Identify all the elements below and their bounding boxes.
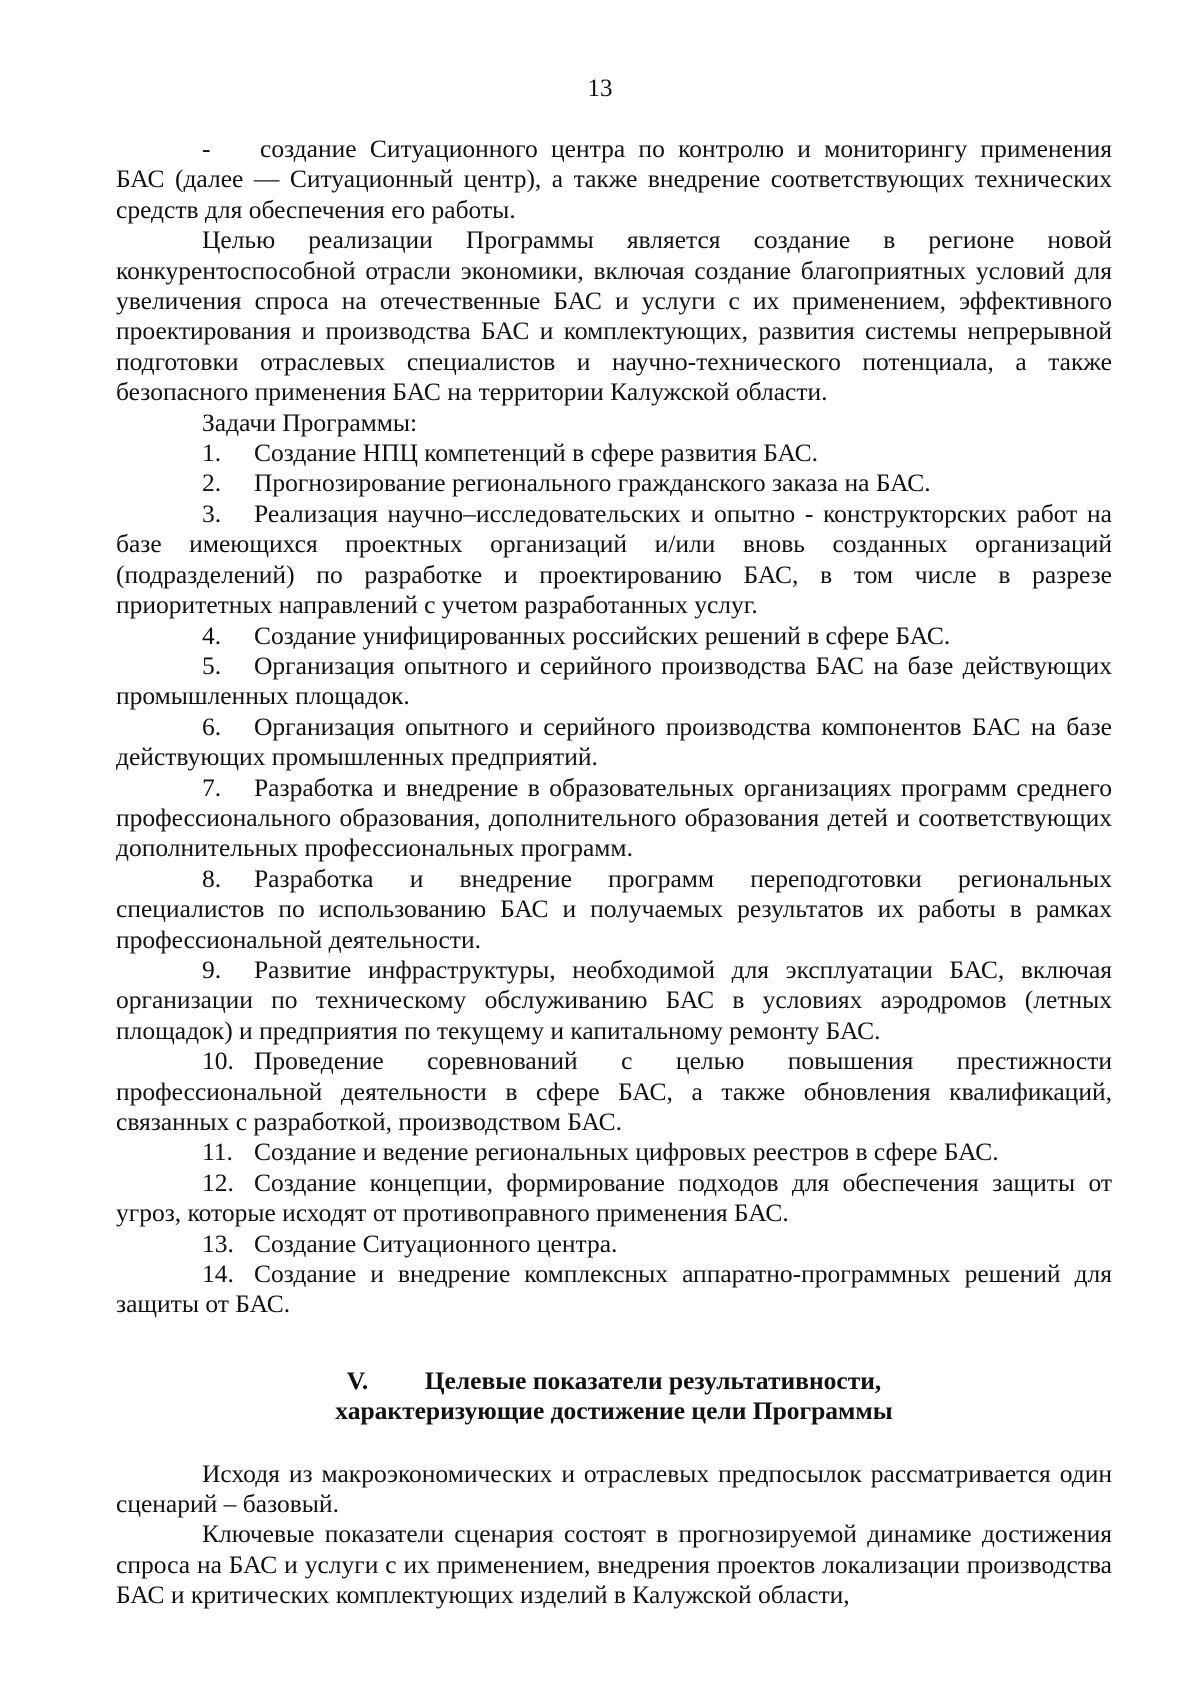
list-item-number: 8. (202, 863, 222, 893)
bullet-text: создание Ситуационного центра по контролю и мониторингу применения БАС (далее — Ситуационный центр), а также внедрение соответствующих технических средств для обеспечения его работы. (116, 134, 1112, 224)
list-item (116, 1168, 1112, 1229)
tasks-title: Задачи Программы: (202, 407, 418, 437)
list-item-number: 6. (202, 711, 222, 741)
list-item-text: Разработка и внедрение программ переподготовки региональных специалистов по использованию БАС и получаемых результатов их работы в рамках профессиональной деятельности. (116, 863, 1112, 954)
tasks-list (116, 438, 1112, 1320)
list-item-number: 12. (202, 1167, 234, 1197)
list-item-text: Создание концепции, формирование подходов для обеспечения защиты от угроз, которые исходят от противоправного применения БАС. (116, 1167, 1112, 1228)
page-number: 13 (587, 75, 613, 102)
section-title-line2: характеризующие достижение цели Программы (335, 1396, 893, 1426)
list-item (116, 712, 1112, 773)
list-item-text: Реализация научно–исследовательских и опытно - конструкторских работ на базе имеющихся проектных организаций и/или вновь созданных организаций (подразделений) по разработке и проектированию БАС, в том числе в разрезе приоритетных направлений с учетом разработанных услуг. (116, 498, 1112, 620)
bullet-marker: - (202, 134, 211, 163)
list-item-text: Разработка и внедрение в образовательных организациях программ среднего профессионального образования, дополнительного образования детей и соответствующих дополнительных профессиональных программ. (116, 772, 1112, 863)
list-item-text: Создание и ведение региональных цифровых реестров в сфере БАС. (254, 1137, 999, 1167)
list-item-number: 10. (202, 1046, 234, 1076)
list-item-text: Развитие инфраструктуры, необходимой для эксплуатации БАС, включая организации по техническому обслуживанию БАС в условиях аэродромов (летных площадок) и предприятия по текущему и капитальному ремонту БАС. (116, 954, 1112, 1045)
scenario-paragraph: Исходя из макроэкономических и отраслевых предпосылок рассматривается один сценарий – базовый. (116, 1458, 1112, 1519)
document-body (116, 134, 1112, 1611)
list-item-text: Организация опытного и серийного производства БАС на базе действующих промышленных площадок. (116, 650, 1112, 711)
list-item-number: 9. (202, 954, 222, 984)
bullet-paragraph (116, 134, 1112, 225)
section-number: V. (346, 1365, 369, 1395)
list-item (116, 1137, 1112, 1167)
list-item (116, 499, 1112, 621)
list-item-text: Прогнозирование регионального гражданского заказа на БАС. (254, 468, 931, 498)
list-item-number: 2. (202, 468, 222, 498)
list-item-text: Создание унифицированных российских решений в сфере БАС. (254, 620, 951, 650)
list-item-number: 7. (202, 772, 222, 802)
section-heading (116, 1366, 1112, 1427)
goal-paragraph: Целью реализации Программы является создание в регионе новой конкурентоспособной отрасли экономики, включая создание благоприятных условий для увеличения спроса на отечественные БАС и услуги с их применением, эффективного проектирования и производства БАС и комплектующих, развития системы непрерывной подготовки отраслевых специалистов и научно-технического потенциала, а также безопасного применения БАС на территории Калужской области. (116, 225, 1112, 407)
list-item-number: 3. (202, 498, 222, 528)
list-item-number: 14. (202, 1259, 234, 1289)
list-item-number: 13. (202, 1228, 234, 1258)
list-item-text: Проведение соревнований с целью повышения престижности профессиональной деятельности в сфере БАС, а также обновления квалификаций, связанных с разработкой, производством БАС. (116, 1046, 1112, 1136)
section-heading-line1 (116, 1366, 1112, 1396)
list-item (116, 1046, 1112, 1137)
section-title-line1: Целевые показатели результативности, (424, 1365, 882, 1395)
list-item (116, 1229, 1112, 1259)
list-item (116, 651, 1112, 712)
list-item (116, 955, 1112, 1046)
list-item-text: Создание и внедрение комплексных аппаратно-программных решений для защиты от БАС. (116, 1259, 1112, 1319)
list-item-text: Создание НПЦ компетенций в сфере развития БАС. (254, 438, 819, 468)
list-item-text: Организация опытного и серийного производства компонентов БАС на базе действующих промышленных предприятий. (116, 711, 1112, 772)
indicators-paragraph: Ключевые показатели сценария состоят в прогнозируемой динамике достижения спроса на БАС и услуги с их применением, внедрения проектов локализации производства БАС и критических комплектующих изделий в Калужской области, (116, 1519, 1112, 1610)
list-item-text: Создание Ситуационного центра. (254, 1228, 618, 1258)
list-item (116, 621, 1112, 651)
list-item-number: 1. (202, 438, 222, 468)
list-item-number: 11. (202, 1137, 233, 1167)
list-item (116, 468, 1112, 498)
list-item (116, 773, 1112, 864)
list-item (116, 864, 1112, 955)
list-item (116, 438, 1112, 468)
list-item (116, 1259, 1112, 1320)
list-item-number: 5. (202, 650, 222, 680)
list-item-number: 4. (202, 620, 222, 650)
